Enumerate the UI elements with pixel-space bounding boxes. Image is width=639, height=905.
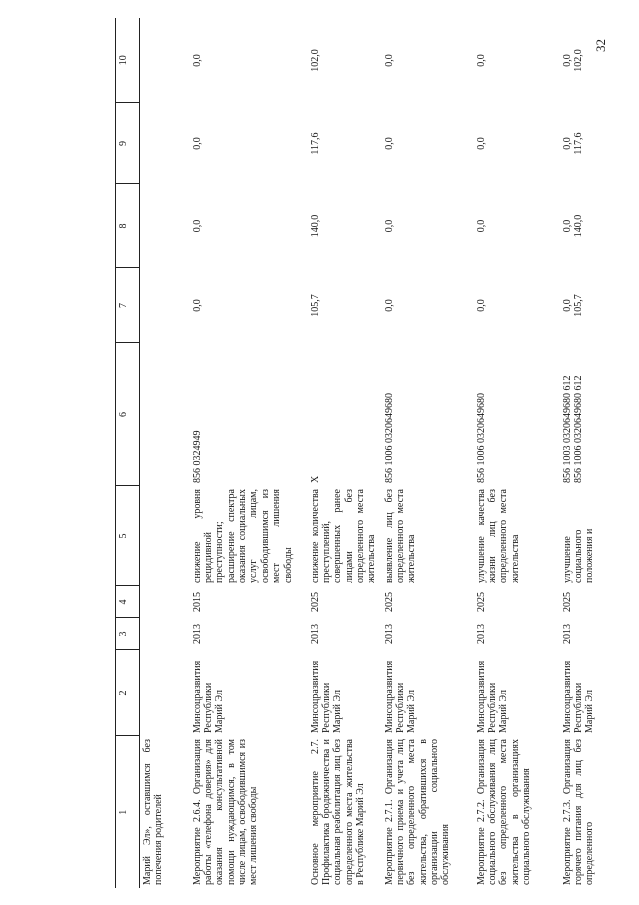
executor-cell [140,650,184,736]
end-year-cell: 2025 [383,592,395,612]
budget-code-cell: 856 1006 0320649680 [475,393,487,483]
column-number: 6 [116,343,140,486]
table-row [382,18,474,888]
page-number: 32 [593,39,608,52]
end-year-cell [140,586,184,618]
column-number: 5 [116,486,140,586]
budget-code-cell [140,343,184,486]
value-col9-cell [140,103,184,184]
value-col7-cell: 0,0 [383,299,395,312]
value-col8-cell [140,184,184,268]
budget-code-cell: 856 0324949 [191,430,203,483]
value-col7-cell [140,268,184,343]
table-row [184,18,302,888]
value-col8-cell: 140,0 [309,214,321,238]
measure-name-cell: Марий Эл», оставшимся без попечения родителей [142,739,165,885]
value-col9-cell: 117,6 [309,132,321,155]
program-measures-table [115,18,608,888]
value-col10-cell: 0,0 [475,54,487,67]
column-number: 9 [116,103,140,184]
executor-cell: Минсоцразвития Республики Марий Эл [191,660,226,733]
executor-cell: Минсоцразвития Республики Марий Эл [475,660,510,733]
start-year-cell: 2013 [383,624,395,644]
start-year-cell: 2013 [309,624,321,644]
value-col8-cell: 0,0 [383,219,395,233]
value-col7-cell: 0,0 [191,299,203,312]
value-col8-cell: 0,0 [475,219,487,233]
executor-cell: Минсоцразвития Республики Марий Эл [309,660,344,733]
rotated-table-sheet [115,18,639,888]
value-col7-cell: 0,0 [475,299,487,312]
measure-name-cell: Мероприятие 2.7.1. Организация первичного приема и учета лиц без определенного места жительства, обратившихся в организации социального обслуживания [383,739,452,885]
budget-code-cell: 856 1006 0320649680 [383,393,395,483]
table-row [302,18,382,888]
value-col9-cell: 0,0 117,6 [561,132,584,155]
end-year-cell: 2015 [191,592,203,612]
column-number: 8 [116,184,140,268]
value-col10-cell [140,18,184,103]
measure-name-cell: Мероприятие 2.7.3. Организация горячего питания для лиц без определенного [561,739,596,885]
value-col7-cell: 105,7 [309,294,321,317]
expected-result-cell [140,486,184,586]
value-col10-cell: 0,0 [383,54,395,67]
column-number: 3 [116,618,140,650]
value-col7-cell: 0,0 105,7 [561,294,584,317]
table-row [474,18,560,888]
value-col9-cell: 0,0 [383,137,395,150]
value-col10-cell: 0,0 [191,54,203,67]
column-number: 2 [116,650,140,736]
start-year-cell [140,618,184,650]
table-row [560,18,608,888]
value-col8-cell: 0,0 [191,219,203,233]
executor-cell: Минсоцразвития Республики Марий Эл [383,660,418,733]
start-year-cell: 2013 [475,624,487,644]
value-col9-cell: 0,0 [191,137,203,150]
start-year-cell: 2013 [561,624,573,644]
column-number: 7 [116,268,140,343]
measure-name-cell: Основное мероприятие 2.7. Профилактика бродяжничества и социальная реабилитация лиц без определенного места жительства в Республике Марий Эл [309,739,367,885]
column-number: 1 [116,736,140,888]
expected-result-cell: выявление лиц без определенного места жительства [383,489,418,583]
expected-result-cell: снижение уровня рецидивной преступности; расширение спектра оказания социальных услуг лицам, освободившимся из мест лишения свободы [191,489,294,583]
budget-code-cell: 856 1003 0320649680 612 856 1006 0320649680 612 [561,375,584,483]
expected-result-cell: улучшение качества жизни лиц без определенного места жительства [475,489,521,583]
measure-name-cell: Мероприятие 2.6.4. Организация работы «телефона доверия» для оказания консультативной помощи нуждающимся, в том числе лицам, освободившимся из мест лишения свободы [191,739,260,885]
value-col10-cell: 102,0 [309,49,321,72]
table-row [140,18,184,888]
value-col9-cell: 0,0 [475,137,487,150]
value-col8-cell: 0,0 140,0 [561,214,584,238]
budget-code-cell: X [309,475,321,483]
measure-name-cell: Мероприятие 2.7.2. Организация социального обслуживания лиц без определенного места жительства в организациях социального обслуживания [475,739,533,885]
value-col10-cell: 0,0 102,0 [561,49,584,72]
start-year-cell: 2013 [191,624,203,644]
executor-cell: Минсоцразвития Республики Марий Эл [561,660,596,733]
column-number-row [116,18,140,888]
end-year-cell: 2025 [475,592,487,612]
column-number: 4 [116,586,140,618]
end-year-cell: 2025 [309,592,321,612]
end-year-cell: 2025 [561,592,573,612]
column-number: 10 [116,18,140,103]
expected-result-cell: улучшение социального положения и [561,528,596,583]
expected-result-cell: снижение количества преступлений, совершенных ранее лицами без определенного места жительства [309,489,378,583]
